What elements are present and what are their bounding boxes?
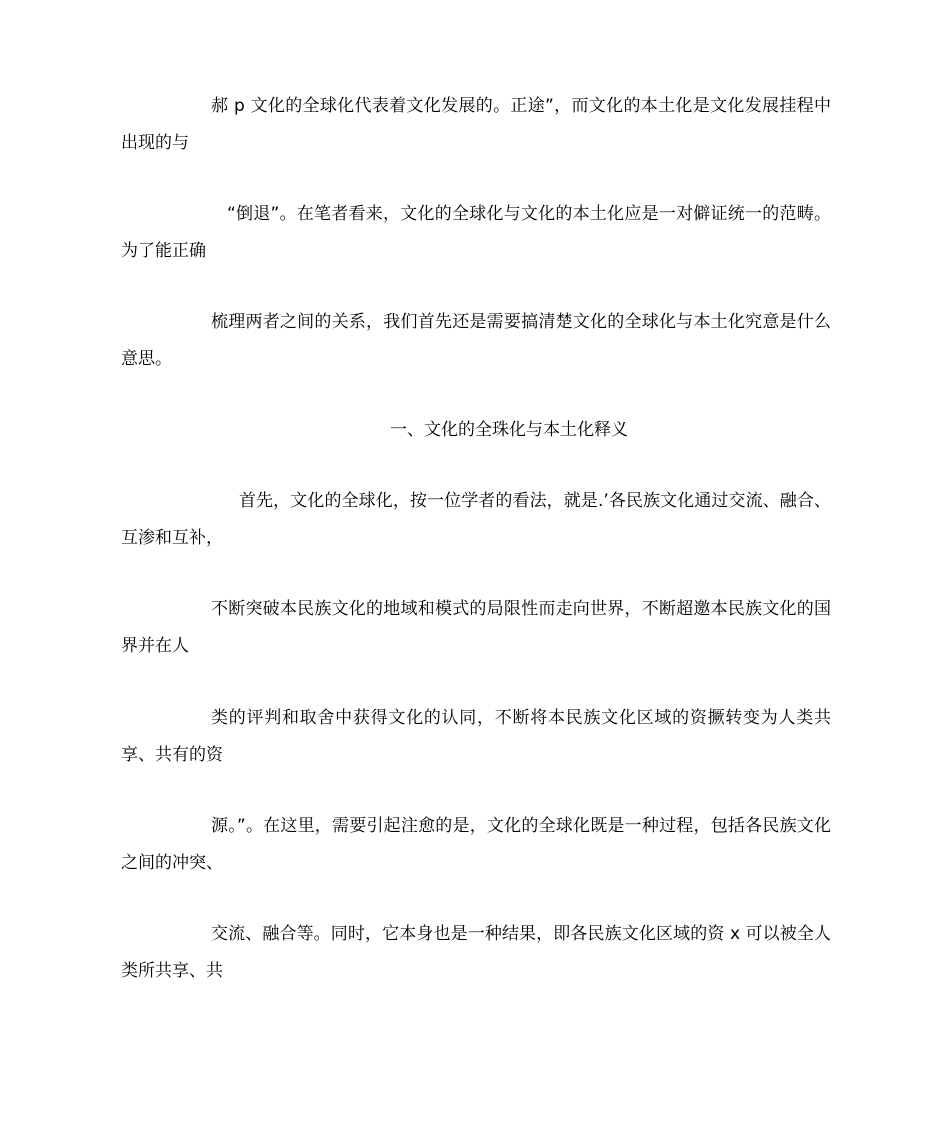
paragraph-2: “倒退”。在笔者看来，文化的全球化与文化的本土化应是一对僻证统一的范畴。为了能正确 [121,204,831,261]
paragraph-7: 源。”。在这里，需要引起注愈的是，文化的全球化既是一种过程，包括各民族文化之间的冲突、 [121,816,831,873]
paragraph-6: 类的评判和取舍中获得文化的认同，不断将本民族文化区域的资撅转变为人类共享、共有的资 [121,708,831,765]
paragraph-5: 不断突破本民族文化的地域和模式的局限性而走向世界，不断超邀本民族文化的国界并在人 [121,599,831,656]
paragraph-3: 梳理两者之间的关系，我们首先还是需要搞清楚文化的全球化与本土化究意是什么意思。 [121,312,831,369]
paragraph-4: 首先，文化的全球化，按一位学者的看法，就是.’各民族文化通过交流、融合、互渗和互补， [121,491,831,548]
paragraph-1: 郝 p 文化的全球化代表着文化发展的。正途”，而文化的本土化是文化发展挂程中出现的与 [121,96,831,153]
paragraph-8: 交流、融合等。同时，它本身也是一种结果，即各民族文化区域的资 x 可以被全人类所共享、共 [121,924,831,981]
section-heading: 一、文化的全珠化与本土化释义 [390,420,628,440]
